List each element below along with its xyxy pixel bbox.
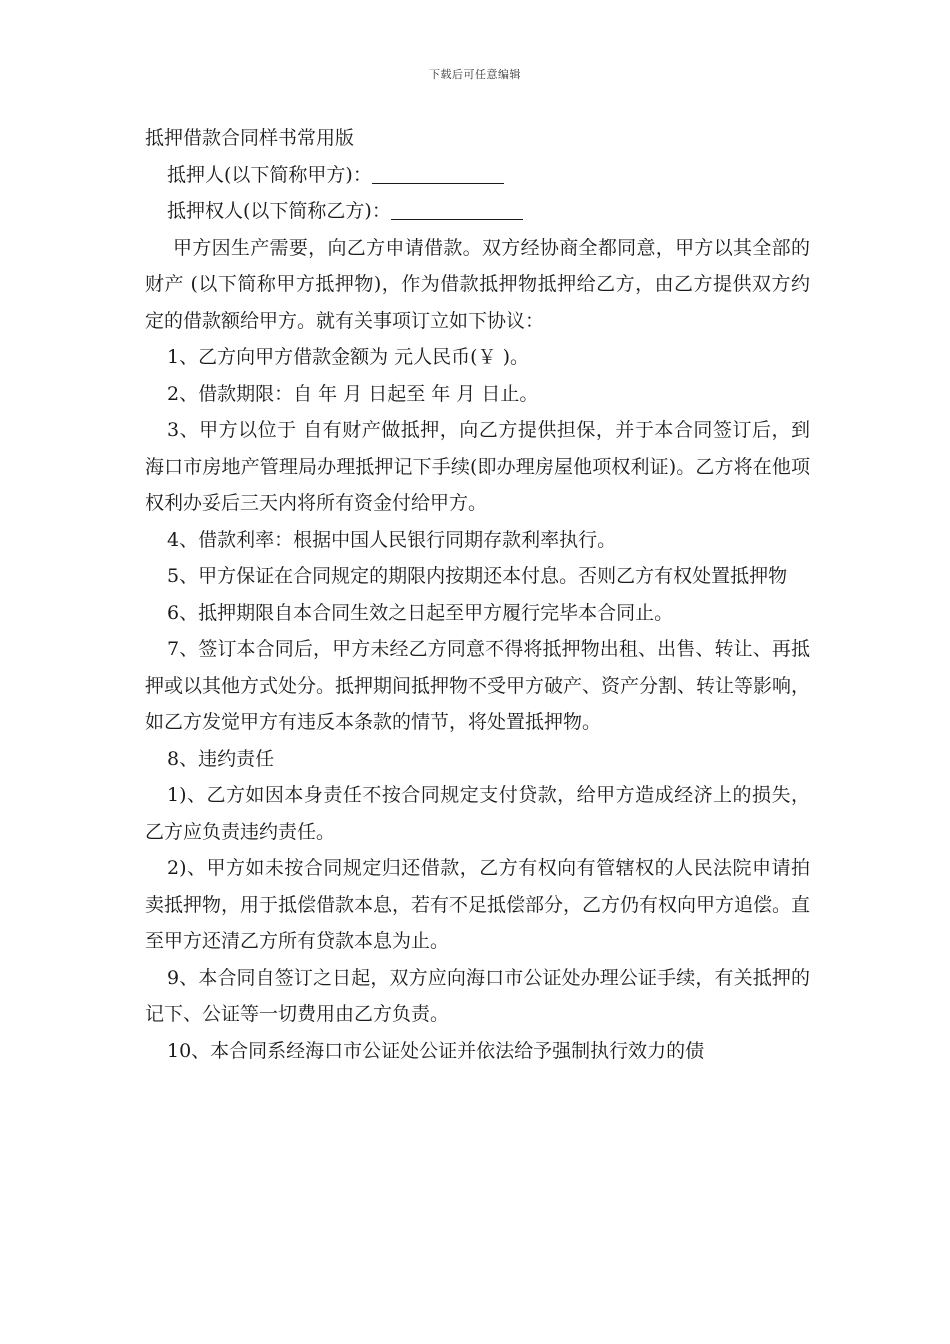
clause-10: 10、本合同系经海口市公证处公证并依法给予强制执行效力的债 <box>167 1039 705 1062</box>
clause-2: 2、借款期限：自 年 月 日起至 年 月 日止。 <box>167 382 539 405</box>
clause-1: 1、乙方向甲方借款金额为 元人民币(￥ )。 <box>167 346 529 368</box>
clause-8: 8、违约责任 <box>167 747 275 770</box>
mortgagee-blank <box>391 197 523 220</box>
mortgagor-label: 抵押人(以下简称甲方)： <box>167 163 372 186</box>
clause-3: 3、甲方以位于 自有财产做抵押，向乙方提供担保，并于本合同签订后，到海口市房地产管理局办理抵押记下手续(即办理房屋他项权利证)。乙方将在他项权利办妥后三天内将所有资金付给甲方。 <box>145 419 810 514</box>
intro-paragraph: 甲方因生产需要，向乙方申请借款。双方经协商全都同意，甲方以其全部的财产 (以下简称甲方抵押物)，作为借款抵押物抵押给乙方，由乙方提供双方约定的借款额给甲方。就有关事项订立如下协议： <box>145 236 810 332</box>
clause-9: 9、本合同自签订之日起，双方应向海口市公证处办理公证手续，有关抵押的记下、公证等一切费用由乙方负责。 <box>145 966 810 1025</box>
clause-6: 6、抵押期限自本合同生效之日起至甲方履行完毕本合同止。 <box>167 601 674 624</box>
clause-8-1: 1)、乙方如因本身责任不按合同规定支付贷款，给甲方造成经济上的损失，乙方应负责违约责任。 <box>145 784 810 843</box>
clause-5: 5、甲方保证在合同规定的期限内按期还本付息。否则乙方有权处置抵押物 <box>167 565 788 587</box>
clause-7: 7、签订本合同后，甲方未经乙方同意不得将抵押物出租、出售、转让、再抵押或以其他方式处分。抵押期间抵押物不受甲方破产、资产分割、转让等影响，如乙方发觉甲方有违反本条款的情节，将处置抵押物。 <box>145 638 811 733</box>
header-note: 下载后可任意编辑 <box>429 68 521 81</box>
mortgagee-label: 抵押权人(以下简称乙方)： <box>167 200 391 222</box>
clause-4: 4、借款利率：根据中国人民银行同期存款利率执行。 <box>167 528 617 551</box>
mortgagor-line <box>145 157 810 194</box>
mortgagor-blank <box>372 161 504 184</box>
contract-body <box>145 120 810 1069</box>
clause-8-2: 2)、甲方如未按合同规定归还借款，乙方有权向有管辖权的人民法院申请拍卖抵押物，用于抵偿借款本息，若有不足抵偿部分，乙方仍有权向甲方追偿。直至甲方还清乙方所有贷款本息为止。 <box>145 857 811 952</box>
document-title: 抵押借款合同样书常用版 <box>145 127 355 149</box>
mortgagee-line <box>145 193 810 230</box>
